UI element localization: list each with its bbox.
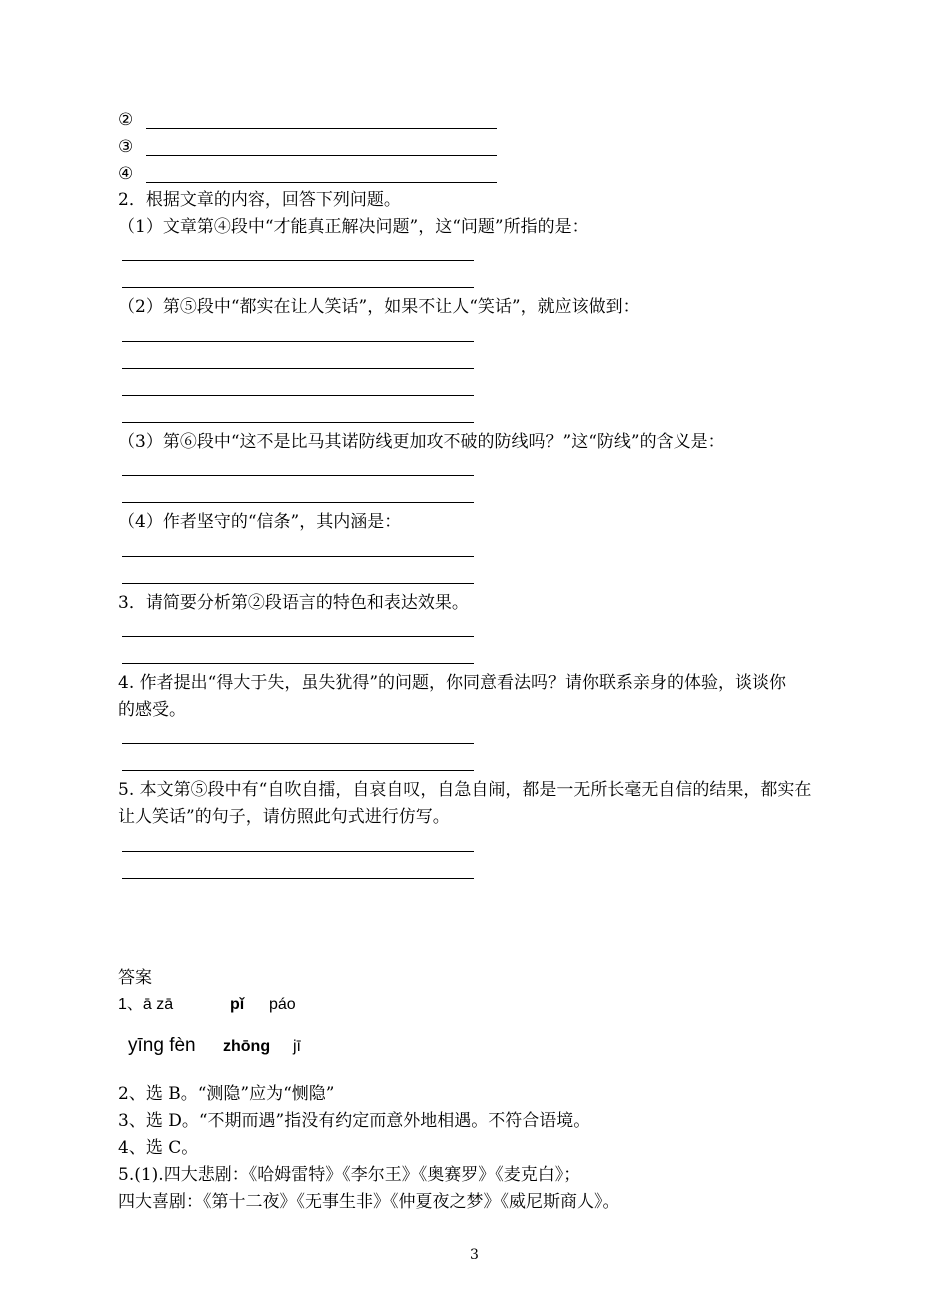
answer-line[interactable] (122, 636, 474, 637)
answer-line[interactable] (122, 851, 474, 852)
answer-line[interactable] (122, 770, 474, 771)
answer-line[interactable] (122, 422, 474, 423)
question-4-line-1: 4. 作者提出“得大于失，虽失犹得”的问题，你同意看法吗？请你联系亲身的体验，谈谈你 (118, 673, 787, 693)
answer-line[interactable] (122, 663, 474, 664)
answer-line[interactable] (146, 155, 497, 156)
answer-line[interactable] (122, 341, 474, 342)
question-4-line-2: 的感受。 (118, 700, 186, 720)
answer-line[interactable] (122, 260, 474, 261)
answer-1-pinyin-5: zhōng (223, 1038, 271, 1055)
answer-line[interactable] (122, 395, 474, 396)
answer-line[interactable] (122, 878, 474, 879)
question-2-heading: 2．根据文章的内容，回答下列问题。 (118, 190, 401, 210)
question-2-sub-4: （4）作者坚守的“信条”，其内涵是： (118, 512, 402, 532)
answer-1-pinyin-4: yīng fèn (128, 1035, 196, 1056)
blank-marker-4: ④ (118, 164, 134, 184)
answer-1-pinyin-6: jī (293, 1038, 301, 1055)
question-5-line-2: 让人笑话”的句子，请仿照此句式进行仿写。 (118, 807, 450, 827)
question-3: 3．请简要分析第②段语言的特色和表达效果。 (118, 593, 469, 613)
answer-1-pinyin-1: 1、ā zā (118, 996, 174, 1013)
blank-marker-2: ② (118, 110, 134, 130)
question-2-sub-2: （2）第⑤段中“都实在让人笑话”，如果不让人“笑话”，就应该做到： (118, 297, 640, 317)
answer-line[interactable] (122, 368, 474, 369)
answer-2: 2、选 B。“测隐”应为“恻隐” (118, 1084, 335, 1104)
answers-heading: 答案 (118, 968, 152, 988)
answer-line[interactable] (122, 583, 474, 584)
answer-line[interactable] (146, 128, 497, 129)
answer-3: 3、选 D。“不期而遇”指没有约定而意外地相遇。不符合语境。 (118, 1111, 591, 1131)
question-5-line-1: 5. 本文第⑤段中有“自吹自擂，自哀自叹，自急自闹，都是一无所长毫无自信的结果，都实在 (118, 780, 812, 800)
answer-line[interactable] (146, 182, 497, 183)
question-2-sub-3: （3）第⑥段中“这不是比马其诺防线更加攻不破的防线吗？”这“防线”的含义是： (118, 432, 725, 452)
answer-line[interactable] (122, 556, 474, 557)
answer-line[interactable] (122, 287, 474, 288)
answer-line[interactable] (122, 475, 474, 476)
page-number: 3 (470, 1247, 479, 1263)
answer-line[interactable] (122, 743, 474, 744)
blank-marker-3: ③ (118, 137, 134, 157)
answer-4: 4、选 C。 (118, 1138, 199, 1158)
question-2-sub-1: （1）文章第④段中“才能真正解决问题”，这“问题”所指的是： (118, 217, 589, 237)
answer-5-line-2: 四大喜剧：《第十二夜》《无事生非》《仲夏夜之梦》《威尼斯商人》。 (118, 1192, 620, 1212)
answer-line[interactable] (122, 502, 474, 503)
answer-1-pinyin-3: páo (269, 996, 296, 1013)
answer-5-line-1: 5.(1).四大悲剧：《哈姆雷特》《李尔王》《奥赛罗》《麦克白》； (118, 1165, 581, 1185)
answer-1-pinyin-2: pǐ (230, 996, 245, 1013)
